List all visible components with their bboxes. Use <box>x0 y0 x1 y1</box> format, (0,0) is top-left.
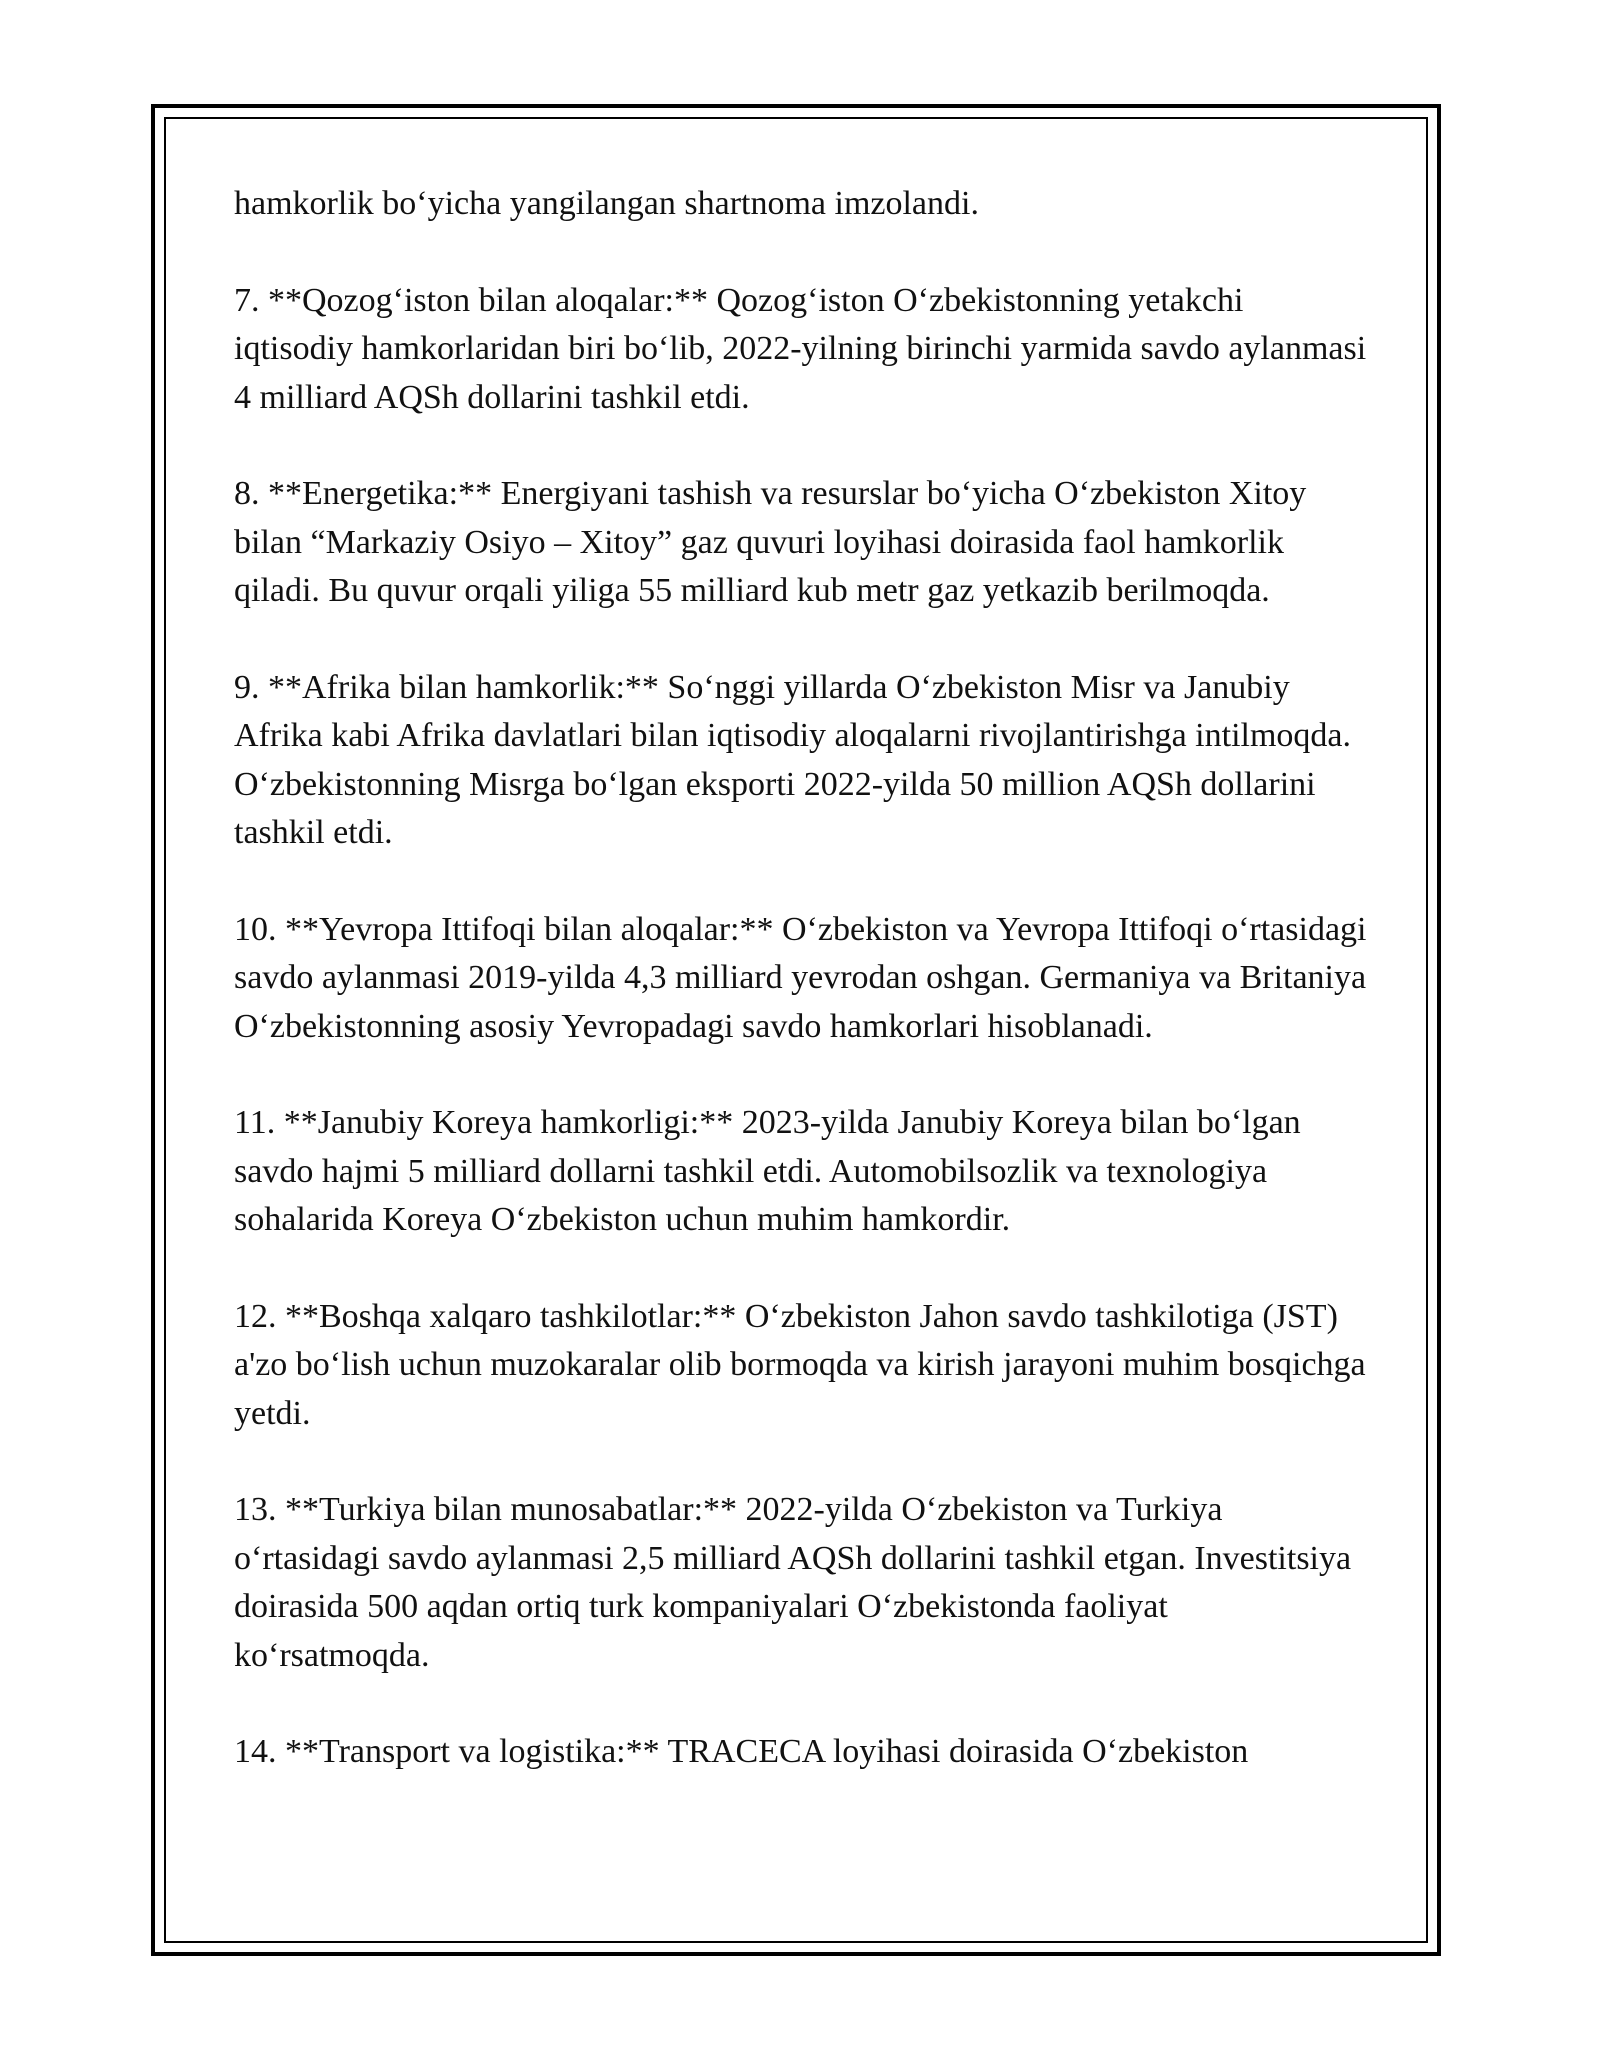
paragraph-continuation: hamkorlik bo‘yicha yangilangan shartnoma imzolandi. <box>234 185 979 222</box>
paragraph-south-korea: 11. **Janubiy Koreya hamkorligi:** 2023-yilda Janubiy Koreya bilan bo‘lgan savdo hajmi 5 milliard dollarni tashkil etdi. Automobilsozlik va texnologiya sohalarida Koreya O‘zbekiston uchun muhim hamkordir. <box>234 1104 1301 1238</box>
paragraph-transport-logistics: 14. **Transport va logistika:** TRACECA loyihasi doirasida O‘zbekiston <box>234 1733 1249 1770</box>
paragraph-international-organizations: 12. **Boshqa xalqaro tashkilotlar:** O‘zbekiston Jahon savdo tashkilotiga (JST) a'zo bo‘lish uchun muzokaralar olib bormoqda va kirish jarayoni muhim bosqichga yetdi. <box>234 1297 1366 1432</box>
paragraph-energy: 8. **Energetika:** Energiyani tashish va resurslar bo‘yicha O‘zbekiston Xitoy bilan “Markaziy Osiyo – Xitoy” gaz quvuri loyihasi doirasida faol hamkorlik qiladi. Bu quvur orqali yiliga 55 milliard kub metr gaz yetkazib berilmoqda. <box>234 475 1307 609</box>
document-body <box>234 180 1369 1777</box>
paragraph-kazakhstan-relations: 7. **Qozog‘iston bilan aloqalar:** Qozog‘iston O‘zbekistonning yetakchi iqtisodiy hamkorlaridan biri bo‘lib, 2022-yilning birinchi yarmida savdo aylanmasi 4 milliard AQSh dollarini tashkil etdi. <box>234 281 1367 416</box>
paragraph-turkey-relations: 13. **Turkiya bilan munosabatlar:** 2022-yilda O‘zbekiston va Turkiya o‘rtasidagi savdo aylanmasi 2,5 milliard AQSh dollarini tashkil etgan. Investitsiya doirasida 500 aqdan ortiq turk kompaniyalari O‘zbekistonda faoliyat ko‘rsatmoqda. <box>234 1491 1352 1674</box>
paragraph-eu-relations: 10. **Yevropa Ittifoqi bilan aloqalar:** O‘zbekiston va Yevropa Ittifoqi o‘rtasidagi savdo aylanmasi 2019-yilda 4,3 milliard yevrodan oshgan. Germaniya va Britaniya O‘zbekistonning asosiy Yevropadagi savdo hamkorlari hisoblanadi. <box>234 910 1367 1045</box>
paragraph-africa-cooperation: 9. **Afrika bilan hamkorlik:** So‘nggi yillarda O‘zbekiston Misr va Janubiy Afrika kabi Afrika davlatlari bilan iqtisodiy aloqalarni rivojlantirishga intilmoqda. O‘zbekistonning Misrga bo‘lgan eksporti 2022-yilda 50 million AQSh dollarini tashkil etdi. <box>234 668 1352 851</box>
